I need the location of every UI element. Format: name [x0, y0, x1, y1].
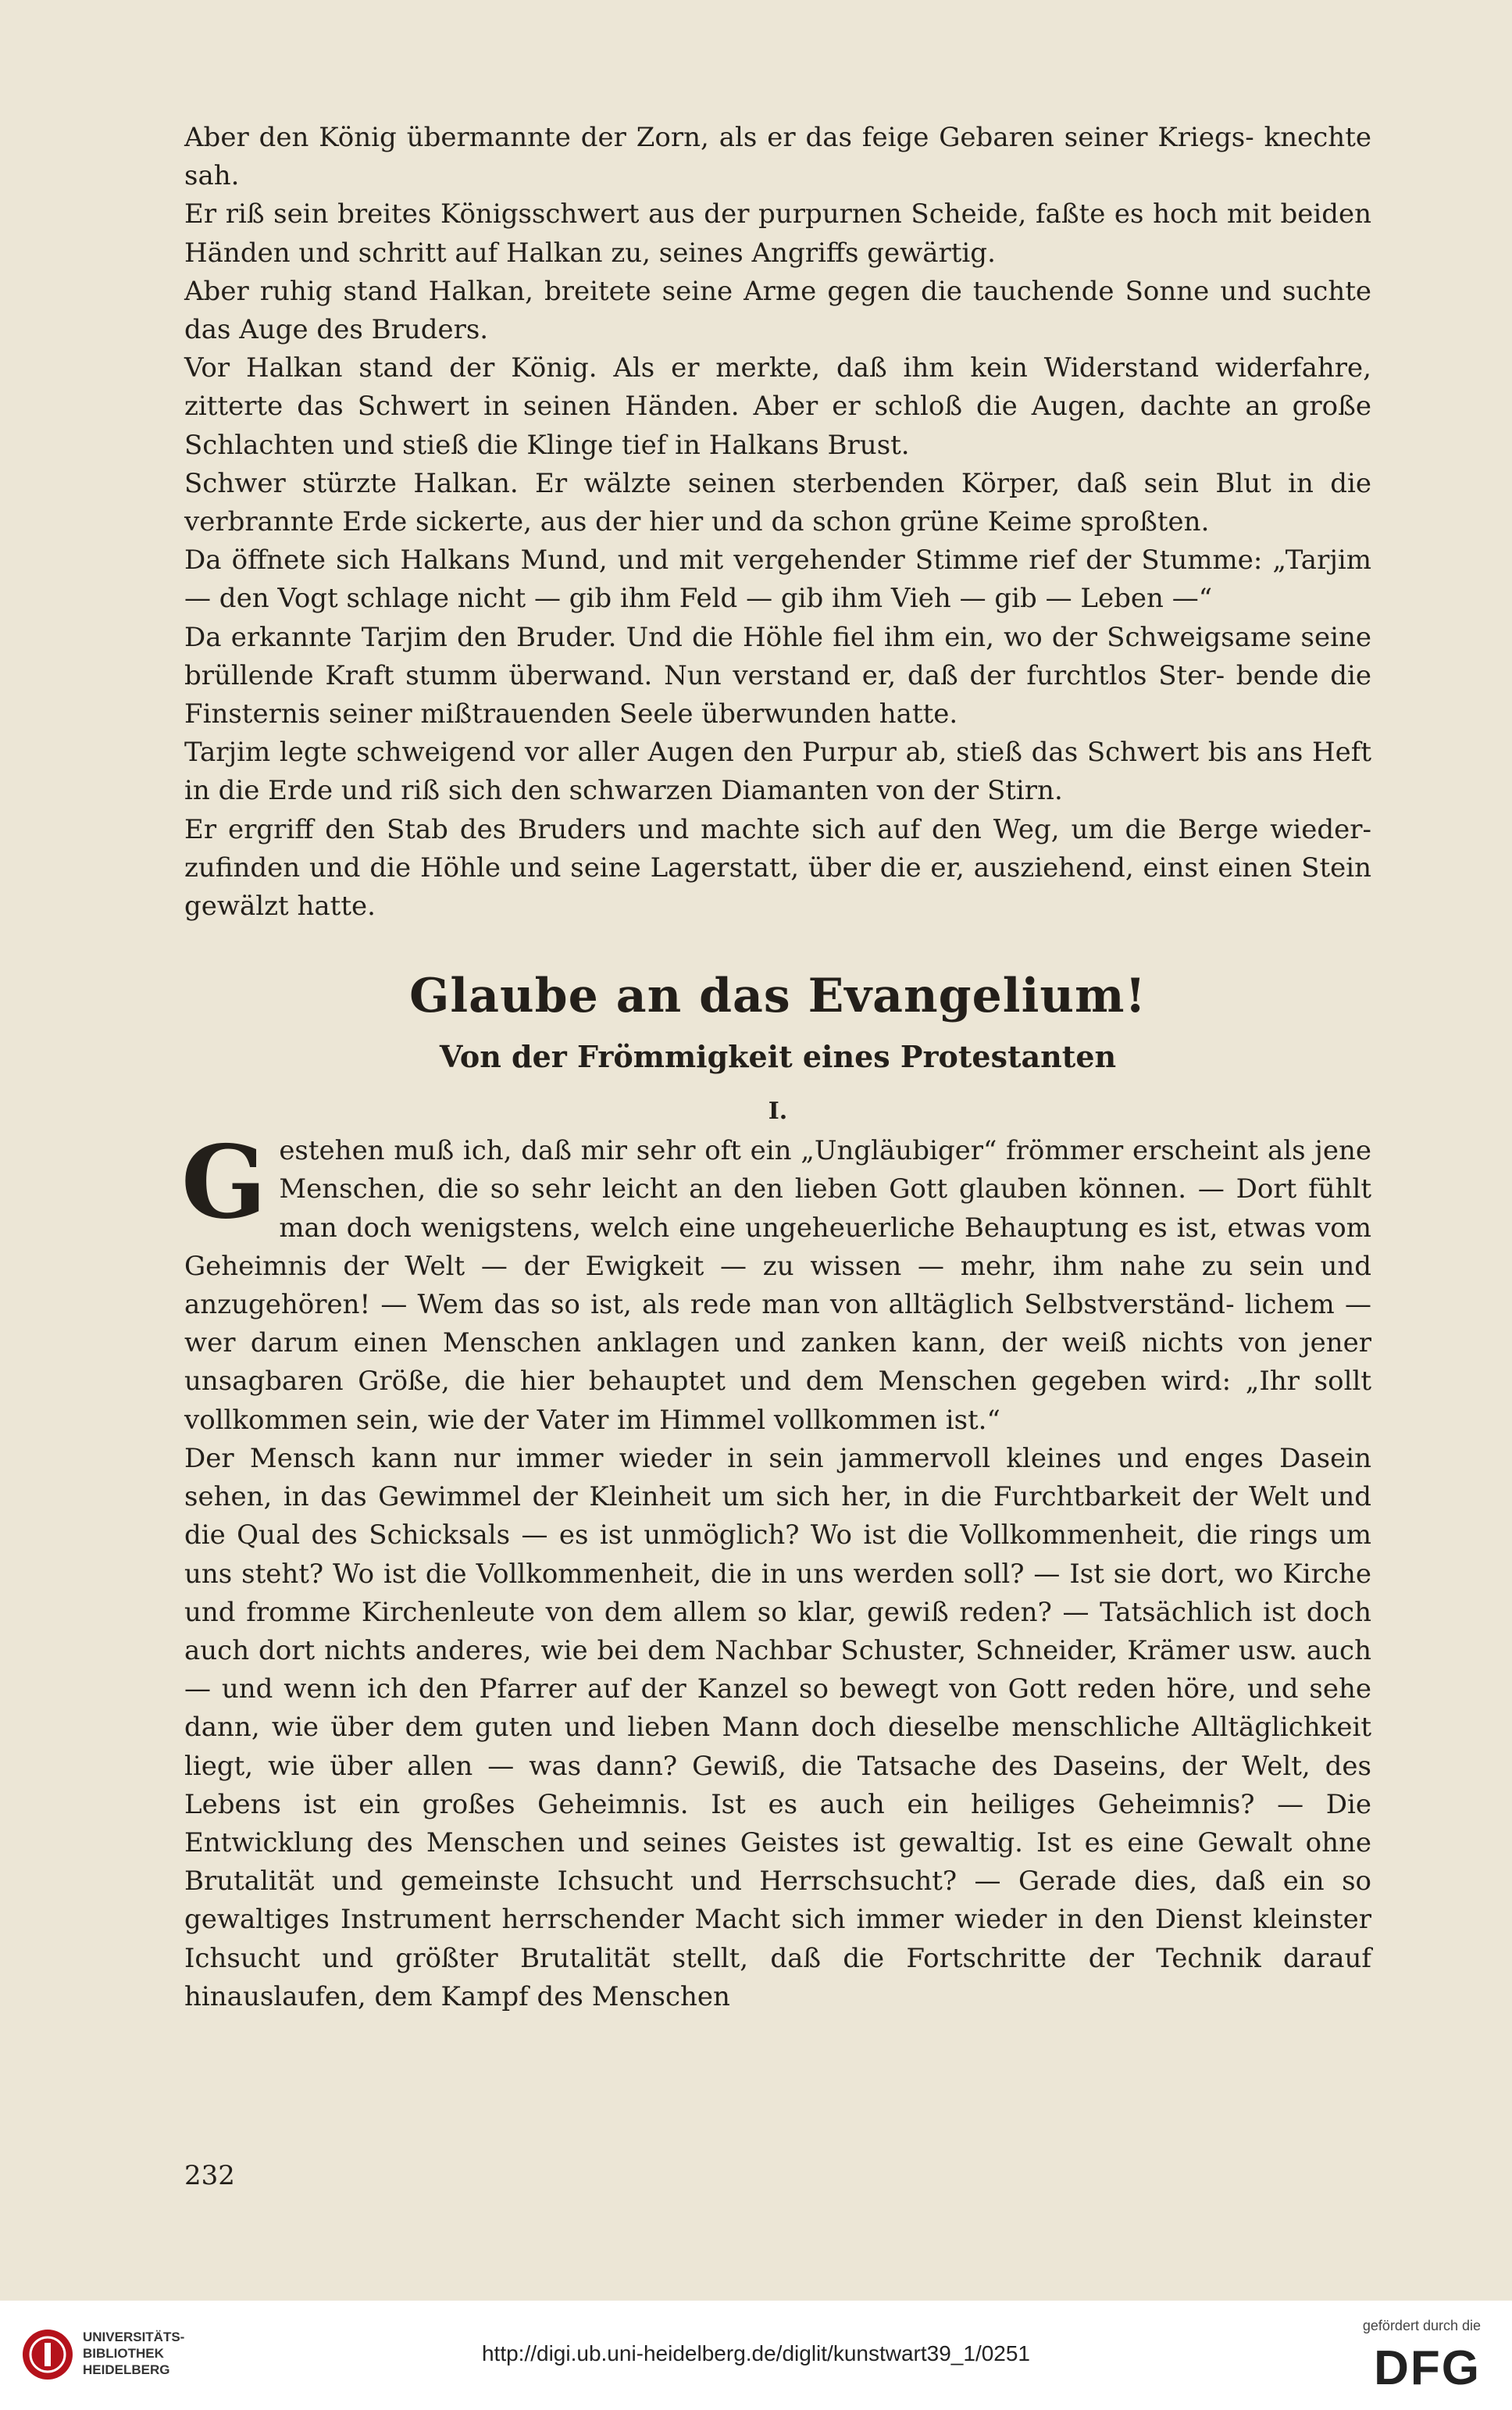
footer-bar	[0, 2301, 1512, 2410]
paragraph: Da öffnete sich Halkans Mund, und mit vergehender Stimme rief der Stumme: „Tarjim — den Vogt schlage nicht — gib ihm Feld — gib ihm Vieh — gib — Leben —“	[184, 544, 1371, 615]
first-paragraph-text: estehen muß ich, daß mir sehr oft ein „Ungläubiger“ frömmer erscheint als jene Menschen, die so sehr leicht an den lieben Gott glauben können. — Dort fühlt man doch wenigstens, welch eine ungeheuerliche Behauptung es ist, etwas vom Geheimnis der Welt — der Ewigkeit — zu wissen — mehr, ihm nahe zu sein und anzugehören! — Wem das so ist, als rede man von alltäglich Selbstverständ- lichem — wer darum einen Menschen anklagen und zanken kann, der weiß nichts von jener unsagbaren Größe, die hier behauptet und dem Menschen gegeben wird: „Ihr sollt vollkommen sein, wie der Vater im Himmel vollkommen ist.“	[184, 1135, 1371, 1436]
paragraph: Er ergriff den Stab des Bruders und machte sich auf den Weg, um die Berge wieder- zufinden und die Höhle und seine Lagerstatt, über die er, ausziehend, einst einen Stein gewälzt hatte.	[184, 813, 1371, 923]
page-number: 232	[184, 2160, 235, 2191]
paragraph: Aber den König übermannte der Zorn, als er das feige Gebaren seiner Kriegs- knechte sah.	[184, 122, 1371, 192]
paragraph: Schwer stürzte Halkan. Er wälzte seinen sterbenden Körper, daß sein Blut in die verbrannte Erde sickerte, aus der hier und da schon grüne Keime sproßten.	[184, 467, 1371, 538]
institution-line: UNIVERSITÄTS-	[83, 2330, 185, 2344]
article-title: Glaube an das Evangelium!	[409, 969, 1146, 1024]
text-block	[181, 119, 1371, 2016]
section-number: I.	[768, 1098, 788, 1126]
paragraph: Er riß sein breites Königsschwert aus der purpurnen Scheide, faßte es hoch mit beiden Händen und schritt auf Halkan zu, seines Angriffs gewärtig.	[184, 198, 1371, 269]
institution-line: BIBLIOTHEK	[83, 2346, 164, 2361]
paragraph: Aber ruhig stand Halkan, breitete seine Arme gegen die tauchende Sonne und suchte das Auge des Bruders.	[184, 275, 1371, 346]
dfg-logo: DFG	[1374, 2341, 1481, 2395]
institution-line: HEIDELBERG	[83, 2362, 170, 2377]
story-continuation	[184, 119, 1371, 926]
drop-cap: G	[181, 1124, 267, 1242]
first-paragraph	[181, 1124, 1371, 1440]
paragraph: Der Mensch kann nur immer wieder in sein jammervoll kleines und enges Dasein sehen, in das Gewimmel der Kleinheit um sich her, in die Furchtbarkeit der Welt und die Qual des Schicksals — es ist unmöglich? Wo ist die Vollkommenheit, die rings um uns steht? Wo ist die Vollkommenheit, die in uns werden soll? — Ist sie dort, wo Kirche und fromme Kirchenleute von dem allem so klar, gewiß reden? — Tatsächlich ist doch auch dort nichts anderes, wie bei dem Nachbar Schuster, Schneider, Krämer usw. auch — und wenn ich den Pfarrer auf der Kanzel so bewegt von Gott reden höre, und sehe dann, wie über dem guten und lieben Mann doch dieselbe menschliche Alltäglichkeit liegt, wie über allen — was dann? Gewiß, die Tatsache des Daseins, der Welt, des Lebens ist ein großes Geheimnis. Ist es auch ein heiliges Geheimnis? — Die Entwicklung des Menschen und seines Geistes ist gewaltig. Ist es eine Gewalt ohne Brutalität und gemeinste Ichsucht und Herrschsucht? — Gerade dies, daß ein so gewaltiges Instrument herrschender Macht sich immer wieder in den Dienst kleinster Ichsucht und größter Brutalität stellt, daß die Fortschritte der Technik darauf hinauslaufen, dem Kampf des Menschen	[184, 1442, 1371, 2012]
funded-by-label: gefördert durch die	[1362, 2318, 1481, 2333]
paragraph: Da erkannte Tarjim den Bruder. Und die Höhle fiel ihm ein, wo der Schweigsame seine brüllende Kraft stumm überwand. Nun verstand er, daß der furchtlos Ster- bende die Finsternis seiner mißtrauenden Seele überwunden hatte.	[184, 621, 1371, 730]
source-url[interactable]: http://digi.ub.uni-heidelberg.de/diglit/kunstwart39_1/0251	[481, 2341, 1031, 2365]
paragraph: Tarjim legte schweigend vor aller Augen den Purpur ab, stieß das Schwert bis ans Heft in die Erde und riß sich den schwarzen Diamanten von der Stirn.	[184, 737, 1371, 807]
article-heading	[184, 963, 1371, 1132]
article-subtitle: Von der Frömmigkeit eines Protestanten	[439, 1039, 1117, 1075]
paragraph: Vor Halkan stand der König. Als er merkte, daß ihm kein Widerstand widerfahre, zitterte das Schwert in seinen Händen. Aber er schloß die Augen, dachte an große Schlachten und stieß die Klinge tief in Halkans Brust.	[184, 352, 1371, 461]
article-body	[181, 1124, 1371, 2016]
